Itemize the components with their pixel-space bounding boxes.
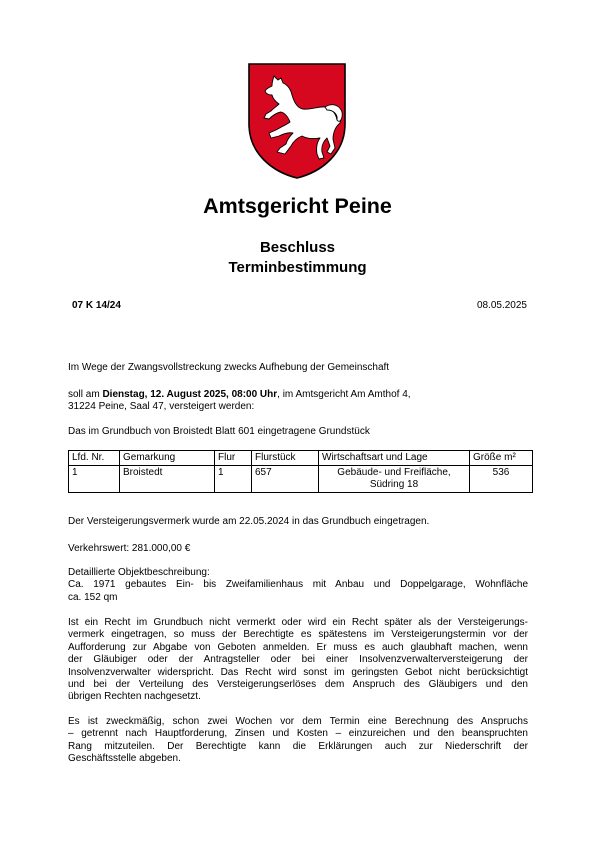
cell-gemarkung: Broistedt xyxy=(120,466,215,493)
vermerk-text: Der Versteigerungsvermerk wurde am 22.05.2024 in das Grundbuch eingetragen. xyxy=(68,516,430,527)
property-table xyxy=(68,450,533,493)
col-header-lage: Wirtschaftsart und Lage xyxy=(319,451,470,466)
cell-lage xyxy=(319,466,470,493)
rights-line: der Gläubiger oder der Antragsteller oder bei einer Insolvenzverwalterversteigerung der xyxy=(68,654,528,666)
rights-line: Ist ein Recht im Grundbuch nicht vermerkt oder wird ein Recht später als der Versteigerungs- xyxy=(68,617,528,628)
object-description-label: Detaillierte Objektbeschreibung: xyxy=(68,567,210,578)
auction-location: , im Amtsgericht Am Amthof 4, xyxy=(277,389,411,400)
auction-date: Dienstag, 12. August 2025, 08:00 Uhr xyxy=(102,389,278,400)
col-header-nr: Lfd. Nr. xyxy=(69,451,120,466)
document-subtype: Terminbestimmung xyxy=(228,259,367,276)
col-header-gemarkung: Gemarkung xyxy=(120,451,215,466)
case-number: 07 K 14/24 xyxy=(72,300,121,311)
object-description-line1: Ca. 1971 gebautes Ein- bis Zweifamilienhaus mit Anbau und Doppelgarage, Wohnfläche xyxy=(68,579,528,591)
table-row xyxy=(69,466,533,493)
auction-prefix: soll am xyxy=(68,389,103,400)
grundbuch-intro: Das im Grundbuch von Broistedt Blatt 601 eingetragene Grundstück xyxy=(68,426,370,437)
col-header-flur: Flur xyxy=(215,451,252,466)
table-header-row xyxy=(69,451,533,466)
cell-lage-line2: Südring 18 xyxy=(369,479,419,490)
advice-paragraph xyxy=(68,716,528,766)
rights-paragraph xyxy=(68,617,528,704)
auction-notice xyxy=(68,389,528,414)
cell-nr: 1 xyxy=(69,466,120,493)
cell-groesse: 536 xyxy=(470,466,533,493)
rights-line: übrigen Rechten nachgesetzt. xyxy=(68,691,201,703)
object-description-line2: ca. 152 qm xyxy=(68,591,118,603)
cell-lage-line1: Gebäude- und Freifläche, xyxy=(337,467,451,478)
col-header-flurstueck: Flurstück xyxy=(252,451,319,466)
rights-line: Aufforderung zur Abgabe von Geboten anmelden. Er muss es auch glaubhaft machen, wenn xyxy=(68,641,528,653)
intro-text: Im Wege der Zwangsvollstreckung zwecks Aufhebung der Gemeinschaft xyxy=(68,362,390,373)
advice-line: Geschäftsstelle abgeben. xyxy=(68,753,181,765)
court-name: Amtsgericht Peine xyxy=(203,194,392,218)
verkehrswert: Verkehrswert: 281.000,00 € xyxy=(68,543,191,554)
cell-flurstueck: 657 xyxy=(252,466,319,493)
cell-flur: 1 xyxy=(215,466,252,493)
object-description xyxy=(68,567,528,604)
document-type: Beschluss xyxy=(259,239,336,256)
rights-line: vermerk eingetragen, so muss der Berechtigte es spätestens im Versteigerungstermin vor der xyxy=(68,629,528,641)
advice-line: Es ist zweckmäßig, schon zwei Wochen vor dem Termin eine Berechnung des Anspruchs xyxy=(68,716,528,727)
document-date: 08.05.2025 xyxy=(476,300,527,311)
auction-location-line2: 31224 Peine, Saal 47, versteigert werden: xyxy=(68,401,255,413)
advice-line: – getrennt nach Hauptforderung, Zinsen und Kosten – einzureichen und den beanspruchten xyxy=(68,728,528,740)
advice-line: Rang mitzuteilen. Der Berechtigte kann die Erklärungen auch zur Niederschrift der xyxy=(68,740,528,752)
col-header-groesse: Größe m² xyxy=(470,451,533,466)
rights-line: und bei der Verteilung des Versteigerungserlöses dem Anspruch des Gläubigers und den xyxy=(68,678,528,690)
rights-line: Insolvenzverwalter widerspricht. Das Recht wird sonst im geringsten Gebot nicht berücksichtigt xyxy=(68,666,528,678)
coat-of-arms-horse-icon xyxy=(247,62,347,180)
